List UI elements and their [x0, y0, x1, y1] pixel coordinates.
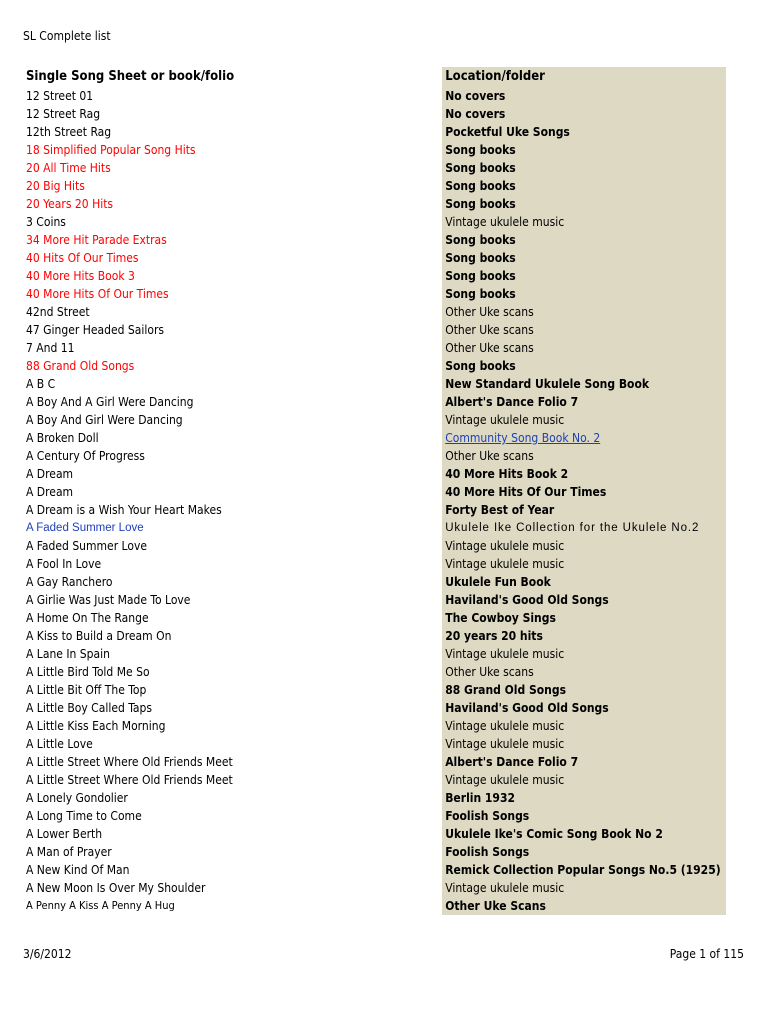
- song-title: 40 Hits Of Our Times: [26, 251, 139, 265]
- location-folder: Berlin 1932: [442, 789, 726, 807]
- location-folder: Song books: [442, 249, 726, 267]
- location-folder: 20 years 20 hits: [442, 627, 726, 645]
- song-title: 7 And 11: [26, 341, 75, 355]
- location-folder: Vintage ukulele music: [442, 213, 726, 231]
- song-title: A B C: [26, 377, 56, 391]
- song-title: 12 Street 01: [26, 89, 94, 103]
- table-row: [20, 753, 726, 771]
- song-title: A Lane In Spain: [26, 647, 110, 661]
- song-title: A Gay Ranchero: [26, 575, 113, 589]
- location-folder: No covers: [442, 105, 726, 123]
- table-row: [20, 681, 726, 699]
- table-row: [20, 375, 726, 393]
- table-row: [20, 411, 726, 429]
- location-folder: Song books: [442, 195, 726, 213]
- song-title: A Little Boy Called Taps: [26, 701, 152, 715]
- song-title: 88 Grand Old Songs: [26, 359, 135, 373]
- location-folder: Haviland's Good Old Songs: [442, 591, 726, 609]
- table-row: [20, 429, 726, 447]
- table-row: [20, 609, 726, 627]
- song-title: 12th Street Rag: [26, 125, 112, 139]
- location-folder: Remick Collection Popular Songs No.5 (1925): [442, 861, 726, 879]
- table-row: [20, 717, 726, 735]
- table-row: [20, 393, 726, 411]
- song-title: 40 More Hits Of Our Times: [26, 287, 169, 301]
- location-folder: Ukulele Fun Book: [442, 573, 726, 591]
- song-title: 20 Big Hits: [26, 179, 85, 193]
- location-folder: The Cowboy Sings: [442, 609, 726, 627]
- location-folder: Vintage ukulele music: [442, 645, 726, 663]
- table-row: [20, 195, 726, 213]
- location-folder: Song books: [442, 357, 726, 375]
- song-title: A Girlie Was Just Made To Love: [26, 593, 191, 607]
- table-row: [20, 483, 726, 501]
- location-folder: Vintage ukulele music: [442, 411, 726, 429]
- table-row: [20, 879, 726, 897]
- location-folder: Pocketful Uke Songs: [442, 123, 726, 141]
- table-row: [20, 699, 726, 717]
- location-folder: Song books: [442, 285, 726, 303]
- location-link[interactable]: Community Song Book No. 2: [445, 431, 601, 445]
- location-folder: Song books: [442, 177, 726, 195]
- song-title: 12 Street Rag: [26, 107, 101, 121]
- location-folder: Vintage ukulele music: [442, 537, 726, 555]
- table-row: [20, 105, 726, 123]
- table-row: [20, 897, 726, 915]
- location-folder: Haviland's Good Old Songs: [442, 699, 726, 717]
- table-row: [20, 141, 726, 159]
- table-row: [20, 663, 726, 681]
- song-title: A Little Bit Off The Top: [26, 683, 147, 697]
- location-folder: 40 More Hits Book 2: [442, 465, 726, 483]
- song-title: A New Kind Of Man: [26, 863, 130, 877]
- song-title: A Dream: [26, 485, 74, 499]
- table-row: [20, 843, 726, 861]
- song-title: 3 Coins: [26, 215, 66, 229]
- table-row: [20, 591, 726, 609]
- table-row: [20, 87, 726, 105]
- song-title: 20 Years 20 Hits: [26, 197, 114, 211]
- table-row: [20, 177, 726, 195]
- song-title: 42nd Street: [26, 305, 90, 319]
- song-title: 18 Simplified Popular Song Hits: [26, 143, 196, 157]
- location-folder: Vintage ukulele music: [442, 879, 726, 897]
- song-title: 47 Ginger Headed Sailors: [26, 323, 165, 337]
- table-row: [20, 861, 726, 879]
- table-row: [20, 645, 726, 663]
- table-header-row: [20, 67, 726, 87]
- table-row: [20, 231, 726, 249]
- table-row: [20, 735, 726, 753]
- song-title: 20 All Time Hits: [26, 161, 111, 175]
- song-title: A Little Love: [26, 737, 93, 751]
- song-title: A Dream: [26, 467, 74, 481]
- location-folder: Foolish Songs: [442, 843, 726, 861]
- table-row: [20, 501, 726, 519]
- song-title: A Little Street Where Old Friends Meet: [26, 755, 233, 769]
- location-folder: Other Uke Scans: [442, 897, 726, 915]
- song-title: 40 More Hits Book 3: [26, 269, 135, 283]
- location-folder: Ukulele Ike Collection for the Ukulele No.2: [442, 519, 726, 537]
- song-title: A Little Bird Told Me So: [26, 665, 150, 679]
- location-folder: Vintage ukulele music: [442, 717, 726, 735]
- song-title: A Broken Doll: [26, 431, 99, 445]
- location-folder: Ukulele Ike's Comic Song Book No 2: [442, 825, 726, 843]
- song-title: A Faded Summer Love: [26, 522, 144, 534]
- table-row: [20, 285, 726, 303]
- table-row: [20, 321, 726, 339]
- song-title: A Century Of Progress: [26, 449, 145, 463]
- song-title: A Lonely Gondolier: [26, 791, 128, 805]
- location-folder: New Standard Ukulele Song Book: [442, 375, 726, 393]
- location-folder: Vintage ukulele music: [442, 735, 726, 753]
- song-title: A Little Kiss Each Morning: [26, 719, 166, 733]
- table-row: [20, 357, 726, 375]
- song-title: A Little Street Where Old Friends Meet: [26, 773, 233, 787]
- location-folder: Other Uke scans: [442, 321, 726, 339]
- song-title: A Kiss to Build a Dream On: [26, 629, 172, 643]
- document-title: SL Complete list: [23, 29, 111, 43]
- location-folder: Vintage ukulele music: [442, 771, 726, 789]
- table-row: [20, 555, 726, 573]
- footer-date: 3/6/2012: [23, 947, 72, 961]
- table-row: [20, 627, 726, 645]
- table-row: [20, 807, 726, 825]
- location-folder: Song books: [442, 141, 726, 159]
- table-row: [20, 789, 726, 807]
- table-row: [20, 213, 726, 231]
- location-folder: Albert's Dance Folio 7: [442, 753, 726, 771]
- song-title: A Lower Berth: [26, 827, 103, 841]
- location-folder: Song books: [442, 231, 726, 249]
- table-row: [20, 123, 726, 141]
- song-title: A New Moon Is Over My Shoulder: [26, 881, 206, 895]
- location-folder: Other Uke scans: [442, 663, 726, 681]
- song-title: 34 More Hit Parade Extras: [26, 233, 167, 247]
- table-row: [20, 537, 726, 555]
- table-row: [20, 447, 726, 465]
- location-folder: Foolish Songs: [442, 807, 726, 825]
- song-column-header: Single Song Sheet or book/folio: [26, 69, 235, 84]
- song-title: A Man of Prayer: [26, 845, 112, 859]
- location-folder: Song books: [442, 159, 726, 177]
- table-row: [20, 267, 726, 285]
- table-row: [20, 303, 726, 321]
- location-folder: Albert's Dance Folio 7: [442, 393, 726, 411]
- song-title: A Dream is a Wish Your Heart Makes: [26, 503, 222, 517]
- song-title: A Faded Summer Love: [26, 539, 147, 553]
- song-title: A Penny A Kiss A Penny A Hug: [26, 899, 175, 912]
- location-folder: No covers: [442, 87, 726, 105]
- table-row: [20, 465, 726, 483]
- song-title: A Home On The Range: [26, 611, 149, 625]
- song-title: A Fool In Love: [26, 557, 102, 571]
- location-folder: Forty Best of Year: [442, 501, 726, 519]
- song-title: A Boy And A Girl Were Dancing: [26, 395, 194, 409]
- table-row: [20, 339, 726, 357]
- location-folder: 40 More Hits Of Our Times: [442, 483, 726, 501]
- table-row: [20, 249, 726, 267]
- location-column-header: Location/folder: [442, 67, 726, 87]
- table-row: [20, 771, 726, 789]
- song-table: [20, 67, 726, 915]
- table-row: [20, 519, 726, 537]
- footer-page-number: Page 1 of 115: [669, 947, 744, 961]
- song-title: A Boy And Girl Were Dancing: [26, 413, 183, 427]
- location-folder: Other Uke scans: [442, 447, 726, 465]
- table-row: [20, 573, 726, 591]
- location-folder: 88 Grand Old Songs: [442, 681, 726, 699]
- location-folder: [442, 429, 726, 447]
- location-folder: Vintage ukulele music: [442, 555, 726, 573]
- location-folder: Other Uke scans: [442, 339, 726, 357]
- location-folder: Song books: [442, 267, 726, 285]
- song-title: A Long Time to Come: [26, 809, 142, 823]
- table-row: [20, 825, 726, 843]
- location-folder: Other Uke scans: [442, 303, 726, 321]
- table-row: [20, 159, 726, 177]
